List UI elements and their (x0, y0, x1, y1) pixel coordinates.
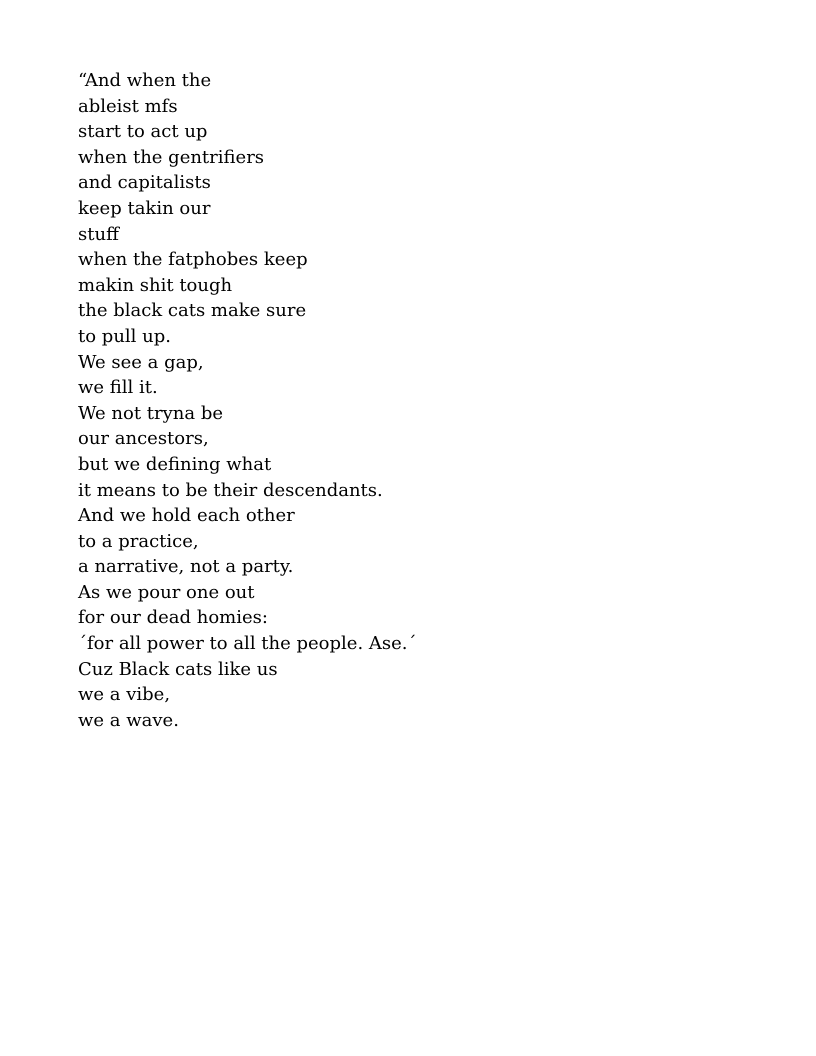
poem-line: keep takin our (78, 197, 211, 219)
poem-line: a narrative, not a party. (78, 556, 294, 578)
poem-line: when the fatphobes keep (78, 249, 308, 271)
poem-line: ´for all power to all the people. Ase.´ (78, 633, 417, 655)
poem-line: the black cats make sure (78, 300, 307, 322)
poem-line: but we defining what (78, 453, 272, 475)
poem-line: we fill it. (78, 377, 158, 399)
poem-line: when the gentrifiers (78, 146, 265, 168)
poem-line: makin shit tough (78, 274, 233, 296)
poem-line: to pull up. (78, 325, 171, 347)
poem-line: to a practice, (78, 530, 199, 552)
poem-line: stuff (78, 223, 119, 245)
poem-line: for our dead homies: (78, 607, 268, 629)
poem-line: our ancestors, (78, 428, 209, 450)
poem-line: it means to be their descendants. (78, 479, 383, 501)
poem-line: We see a gap, (78, 351, 204, 373)
poem-line: we a vibe, (78, 684, 171, 706)
poem-line: We not tryna be (78, 402, 224, 424)
poem-line: ableist mfs (78, 95, 178, 117)
poem-line: start to act up (78, 121, 208, 143)
poem-text (78, 68, 417, 733)
poem-line: As we pour one out (78, 581, 255, 603)
poem-line: we a wave. (78, 709, 179, 731)
poem-line: Cuz Black cats like us (78, 658, 278, 680)
poem-line: and capitalists (78, 172, 211, 194)
poem-line: “And when the (78, 70, 212, 91)
poem-line: And we hold each other (78, 505, 295, 527)
